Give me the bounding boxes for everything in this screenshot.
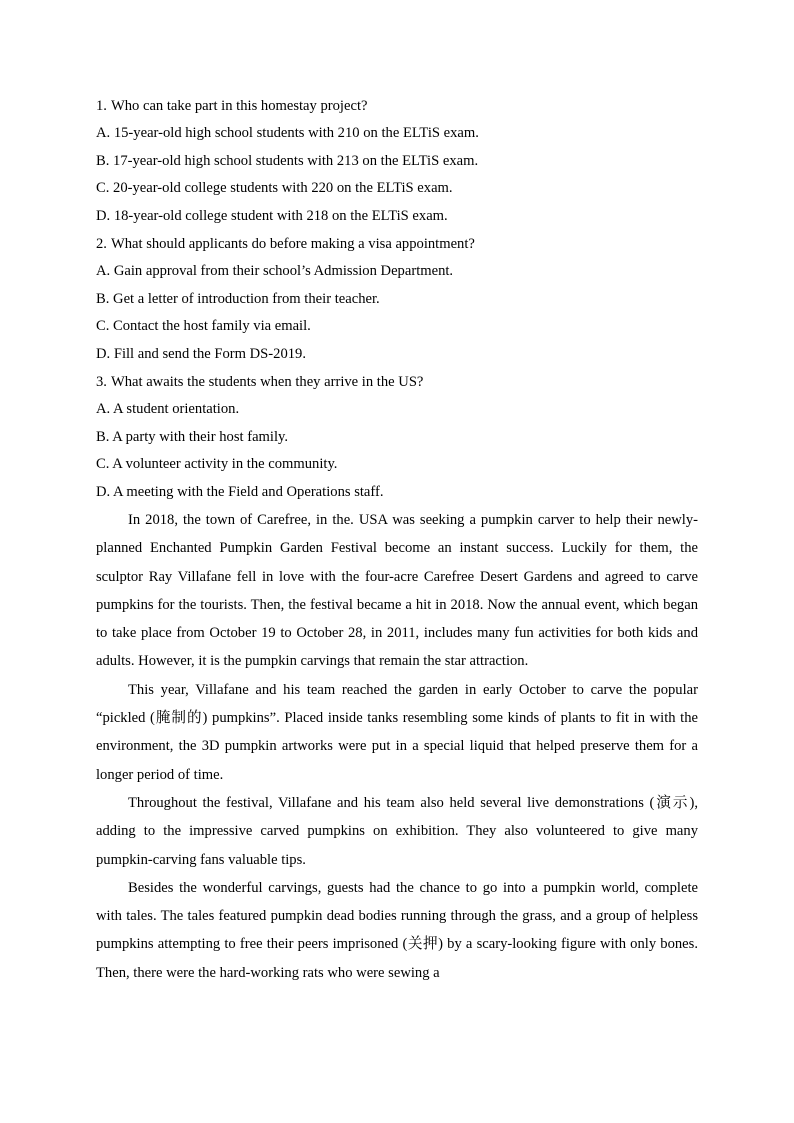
option-2a: A. Gain approval from their school’s Admission Department. [96, 263, 454, 279]
question-3 [96, 368, 698, 396]
option-3c: C. A volunteer activity in the community. [96, 456, 338, 472]
option-2b: B. Get a letter of introduction from their teacher. [96, 290, 380, 307]
option-1c: C. 20-year-old college students with 220 on the ELTiS exam. [96, 180, 453, 196]
question-1 [96, 92, 698, 120]
option-3b: B. A party with their host family. [96, 428, 288, 445]
option-1a: A. 15-year-old high school students with 210 on the ELTiS exam. [96, 125, 479, 141]
document-content [96, 92, 698, 987]
option-2c: C. Contact the host family via email. [96, 318, 311, 334]
question-block [96, 92, 698, 230]
question-number: 2. [96, 236, 107, 252]
option-3a: A. A student orientation. [96, 401, 240, 417]
option-2d: D. Fill and send the Form DS-2019. [96, 345, 306, 362]
option-1d: D. 18-year-old college student with 218 on the ELTiS exam. [96, 207, 448, 224]
question-text: What should applicants do before making a visa appointment? [110, 236, 475, 252]
passage-paragraph-3: Throughout the festival, Villafane and his team also held several live demonstrations (演示), adding to the impressive carved pumpkins on exhibition. They also volunteered to give many pumpkin-carving fans valuable tips. [96, 794, 698, 868]
question-number: 1. [96, 98, 107, 114]
reading-passage [96, 506, 698, 987]
question-text: Who can take part in this homestay project? [110, 98, 368, 114]
option-3d: D. A meeting with the Field and Operations staff. [96, 483, 384, 500]
passage-paragraph-4: Besides the wonderful carvings, guests had the chance to go into a pumpkin world, complete with tales. The tales featured pumpkin dead bodies running through the grass, and a group of helpless pumpkins attempting to free their peers imprisoned (关押) by a scary-looking figure with only bones. Then, there were the hard-working rats who were sewing a [96, 879, 698, 981]
question-number: 3. [96, 374, 107, 390]
question-block [96, 230, 698, 368]
option-1b: B. 17-year-old high school students with 213 on the ELTiS exam. [96, 152, 479, 169]
passage-paragraph-2: This year, Villafane and his team reached the garden in early October to carve the popular “pickled (腌制的) pumpkins”. Placed inside tanks resembling some kinds of plants to fit in with the environment, the 3D pumpkin artworks were put in a special liquid that helped preserve them for a longer period of time. [96, 681, 698, 783]
question-text: What awaits the students when they arrive in the US? [110, 374, 424, 390]
passage-paragraph-1: In 2018, the town of Carefree, in the. USA was seeking a pumpkin carver to help their newly-planned Enchanted Pumpkin Garden Festival become an instant success. Luckily for them, the sculptor Ray Villafane fell in love with the four-acre Carefree Desert Gardens and agreed to carve pumpkins for the tourists. Then, the festival became a hit in 2018. Now the annual event, which began to take place from October 19 to October 28, in 2011, includes many fun activities for both kids and adults. However, it is the pumpkin carvings that remain the star attraction. [96, 512, 698, 670]
question-block [96, 368, 698, 506]
question-2 [96, 230, 698, 258]
